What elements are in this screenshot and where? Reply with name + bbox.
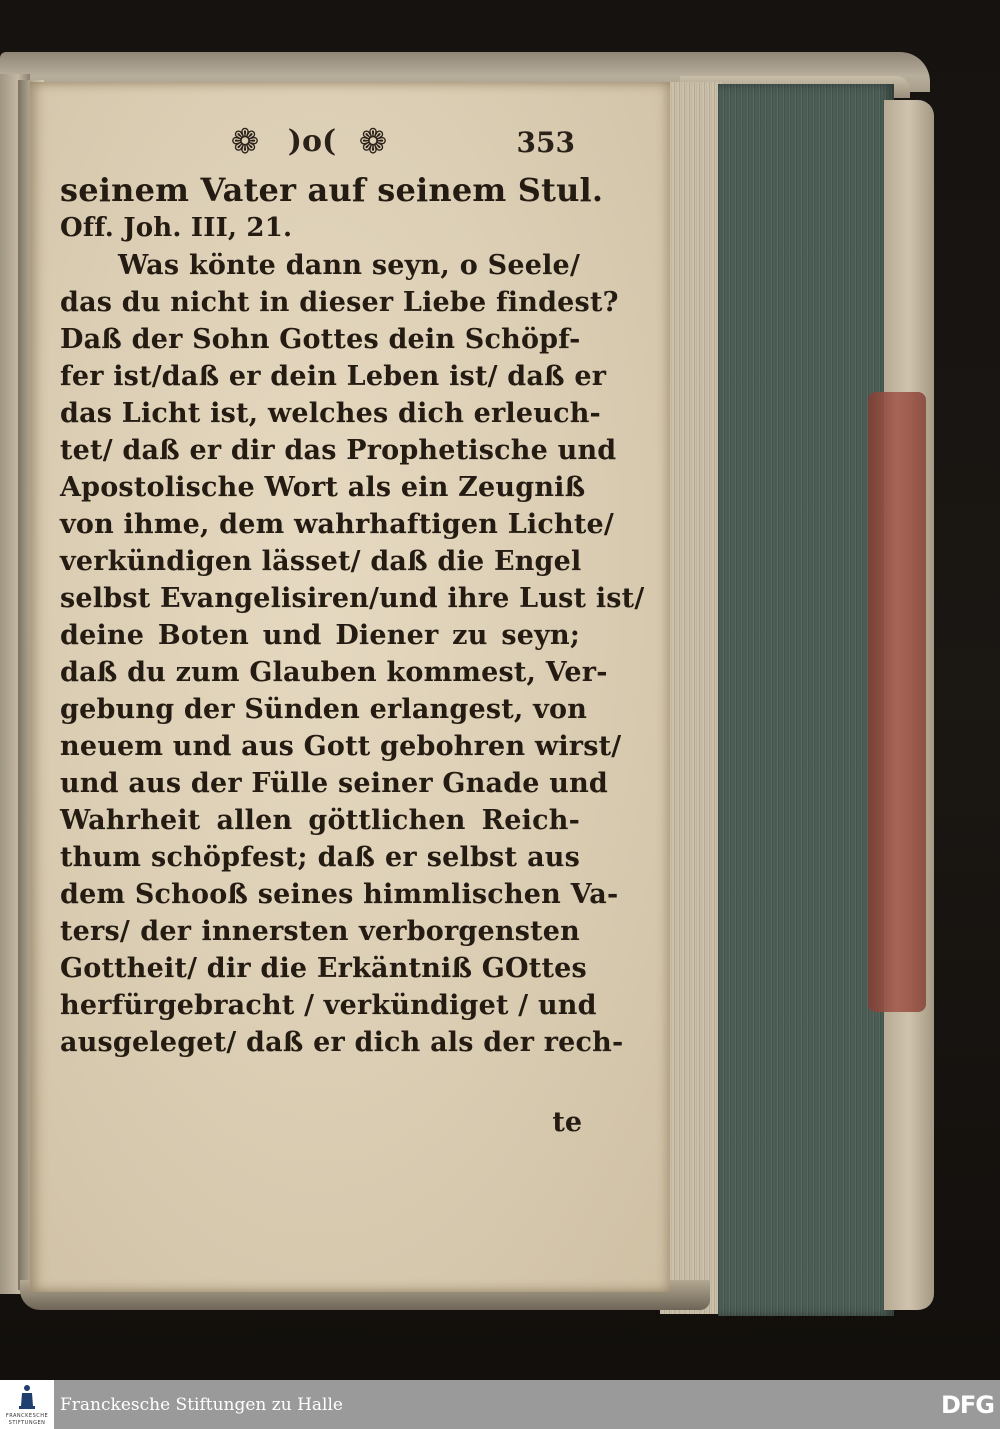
page-text bbox=[60, 170, 645, 1061]
footer-title[interactable]: Franckesche Stiftungen zu Halle bbox=[60, 1395, 343, 1415]
text-line: herfürgebracht / verkündiget / und bbox=[60, 990, 597, 1021]
text-line: selbst Evangelisiren/und ihre Lust ist/ bbox=[60, 583, 645, 614]
franckesche-stiftungen-logo-icon bbox=[19, 1384, 35, 1410]
text-line: seinem Vater auf seinem Stul. bbox=[60, 171, 604, 209]
page-number: 353 bbox=[516, 126, 575, 159]
catchword: te bbox=[552, 1107, 582, 1138]
header-mark: )o( bbox=[287, 124, 337, 159]
text-line: dem Schooß seines himmlischen Va- bbox=[60, 879, 619, 910]
viewer-footer bbox=[0, 1380, 1000, 1429]
text-line: ausgeleget/ daß er dich als der rech- bbox=[60, 1027, 624, 1058]
cover-red-stain bbox=[868, 392, 926, 1012]
text-line: Off. Joh. III, 21. bbox=[60, 213, 293, 243]
text-line: daß du zum Glauben kommest, Ver- bbox=[60, 657, 608, 688]
floral-ornament-icon: ❁ bbox=[230, 122, 260, 162]
floral-ornament-icon: ❁ bbox=[358, 122, 388, 162]
text-line: von ihme, dem wahrhaftigen Lichte/ bbox=[60, 509, 614, 540]
text-line: ters/ der innersten verborgensten bbox=[60, 916, 580, 947]
text-line: verkündigen lässet/ daß die Engel bbox=[60, 546, 582, 577]
logo-text: FRANCKESCHE STIFTUNGEN bbox=[5, 1413, 49, 1426]
text-line: Daß der Sohn Gottes dein Schöpf- bbox=[60, 324, 581, 355]
text-line: tet/ daß er dir das Prophetische und bbox=[60, 435, 617, 466]
text-line: das du nicht in dieser Liebe findest? bbox=[60, 287, 619, 318]
text-line: Apostolische Wort als ein Zeugniß bbox=[60, 472, 586, 503]
text-line: deine Boten und Diener zu seyn; bbox=[60, 620, 580, 651]
text-line: gebung der Sünden erlangest, von bbox=[60, 694, 588, 725]
text-line: das Licht ist, welches dich erleuch- bbox=[60, 398, 601, 429]
text-line: Was könte dann seyn, o Seele/ bbox=[118, 250, 580, 281]
dfg-logo[interactable]: DFG bbox=[940, 1391, 994, 1419]
franckesche-stiftungen-logo[interactable] bbox=[0, 1380, 54, 1429]
text-line: fer ist/daß er dein Leben ist/ daß er bbox=[60, 361, 607, 392]
text-line: Wahrheit allen göttlichen Reich- bbox=[60, 805, 580, 836]
text-line: Gottheit/ dir die Erkäntniß GOttes bbox=[60, 953, 587, 984]
text-line: und aus der Fülle seiner Gnade und bbox=[60, 768, 609, 799]
page-header bbox=[225, 118, 575, 164]
text-line: thum schöpfest; daß er selbst aus bbox=[60, 842, 580, 873]
text-line: neuem und aus Gott gebohren wirst/ bbox=[60, 731, 622, 762]
